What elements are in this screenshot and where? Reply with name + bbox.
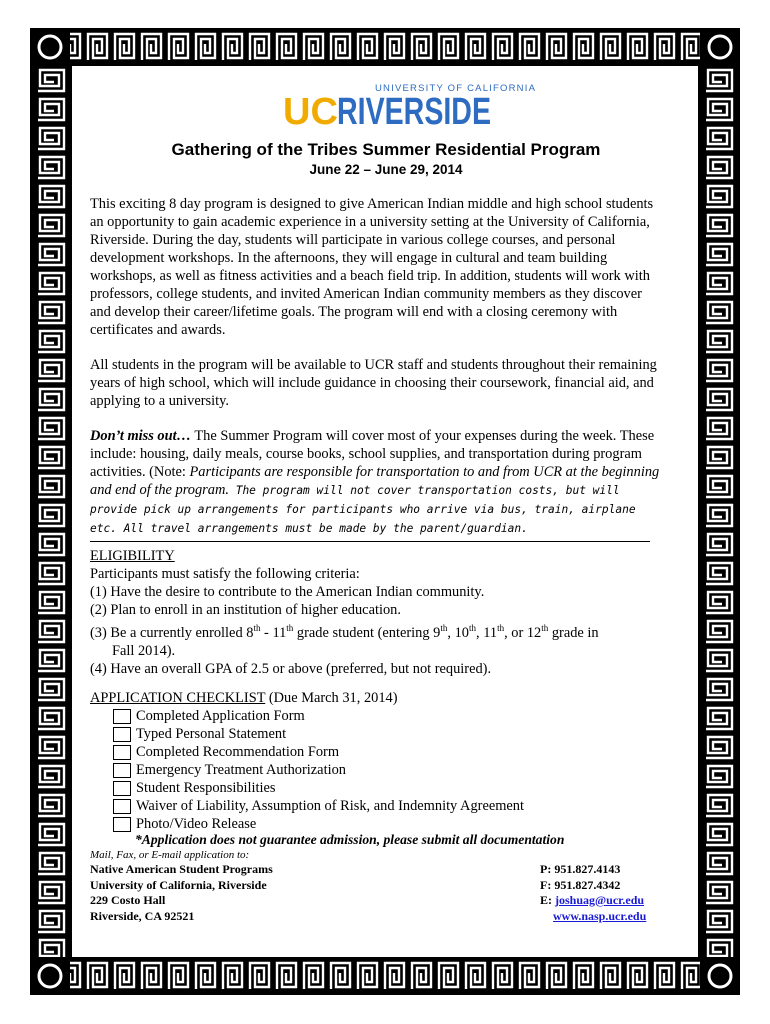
- checklist-due-date: (Due March 31, 2014): [265, 690, 398, 706]
- logo-university-label: UNIVERSITY OF CALIFORNIA: [375, 83, 537, 94]
- greek-key-border-bottom: [30, 957, 740, 995]
- website-link[interactable]: www.nasp.ucr.edu: [553, 908, 647, 923]
- eligibility-heading: ELIGIBILITY: [90, 548, 175, 564]
- expenses-paragraph: [90, 427, 660, 538]
- checkbox[interactable]: [113, 745, 131, 760]
- expenses-text: The Summer Program will cover most of your expenses during the week. These include: housing, daily meals, course books, school supplies, and transportation during program activities. (Note:: [90, 428, 655, 480]
- checkbox[interactable]: [113, 727, 131, 742]
- program-description: This exciting 8 day program is designed to give American Indian middle and high school students an opportunity to gain academic experience in a university setting at the University of California, Riverside. During the day, students will participate in various college courses, and personal development workshops. In the afternoons, they will engage in cultural and team building workshops, as well as fitness activities and a beach field trip. In addition, students will work with professors, college students, and invited American Indian community members as they discover and develop their career/lifetime goals. The program will end with a closing ceremony with certificates and awards.: [90, 196, 654, 338]
- checkbox[interactable]: [113, 817, 131, 832]
- ucr-logo: [283, 80, 537, 133]
- eligibility-intro: Participants must satisfy the following criteria:: [90, 566, 360, 582]
- greek-key-pattern-top: [30, 28, 740, 66]
- mailing-address: [90, 862, 273, 924]
- program-dates: June 22 – June 29, 2014: [309, 162, 463, 177]
- criterion-4: (4) Have an overall GPA of 2.5 or above (preferred, but not required).: [90, 660, 492, 677]
- contact-info: [540, 862, 646, 924]
- address-line-4: Riverside, CA 92521: [90, 908, 195, 923]
- greek-key-border-top: [30, 28, 740, 66]
- checklist-item: Emergency Treatment Authorization: [113, 761, 524, 779]
- checklist-item: Typed Personal Statement: [113, 725, 524, 743]
- criterion-2: (2) Plan to enroll in an institution of higher education.: [90, 602, 401, 618]
- greek-key-pattern-right: [698, 66, 740, 957]
- email-link[interactable]: joshuag@ucr.edu: [555, 893, 645, 907]
- eligibility-section: [90, 547, 599, 678]
- checkbox[interactable]: [113, 781, 131, 796]
- logo-uc: UC: [283, 91, 338, 133]
- checkbox[interactable]: [113, 763, 131, 778]
- checklist-item: Student Responsibilities: [113, 779, 524, 797]
- transportation-details: The program will not cover transportation costs, but will provide pick up arrangements for participants who arrive via bus, train, airplane etc. All travel arrangements must be made by the parent/guardian.: [90, 484, 636, 535]
- greek-key-border-right: [698, 66, 740, 957]
- section-divider: [90, 541, 650, 542]
- greek-key-pattern-bottom: [30, 957, 740, 995]
- criterion-3-continued: Fall 2014).: [112, 642, 176, 659]
- program-title: Gathering of the Tribes Summer Residential Program: [171, 140, 601, 159]
- greek-key-pattern-left: [30, 66, 72, 957]
- checklist-item: Completed Application Form: [113, 707, 524, 725]
- checklist-item: Waiver of Liability, Assumption of Risk, and Indemnity Agreement: [113, 797, 524, 815]
- criterion-1: (1) Have the desire to contribute to the American Indian community.: [90, 584, 485, 600]
- address-line-3: 229 Costo Hall: [90, 893, 166, 907]
- dont-miss-out-lead: Don’t miss out…: [90, 428, 192, 444]
- application-checklist: [113, 707, 524, 833]
- address-line-1: Native American Student Programs: [90, 862, 273, 876]
- checklist-item: Completed Recommendation Form: [113, 743, 524, 761]
- fax-number: F: 951.827.4342: [540, 877, 621, 892]
- email-label: E:: [540, 893, 555, 907]
- checkbox[interactable]: [113, 799, 131, 814]
- checklist-item: Photo/Video Release: [113, 815, 524, 833]
- admission-note: *Application does not guarantee admission, please submit all documentation: [135, 832, 565, 847]
- transportation-note: Participants are responsible for transportation to and from UCR at the beginning and end of the program.: [90, 464, 660, 498]
- phone-number: P: 951.827.4143: [540, 862, 621, 876]
- checklist-heading-line: [90, 689, 398, 707]
- checkbox[interactable]: [113, 709, 131, 724]
- logo-riverside: RIVERSIDE: [337, 91, 491, 133]
- greek-key-border-left: [30, 66, 72, 957]
- checklist-heading: APPLICATION CHECKLIST: [90, 690, 266, 706]
- address-line-2: University of California, Riverside: [90, 877, 267, 892]
- mail-instructions: Mail, Fax, or E-mail application to:: [90, 849, 250, 861]
- criterion-3: (3) Be a currently enrolled 8th - 11th grade student (entering 9th, 10th, 11th, or 12th grade in: [90, 623, 599, 641]
- staff-availability-paragraph: All students in the program will be available to UCR staff and students throughout their remaining years of high school, which will include guidance in choosing their coursework, financial aid, and applying to a university.: [90, 357, 657, 409]
